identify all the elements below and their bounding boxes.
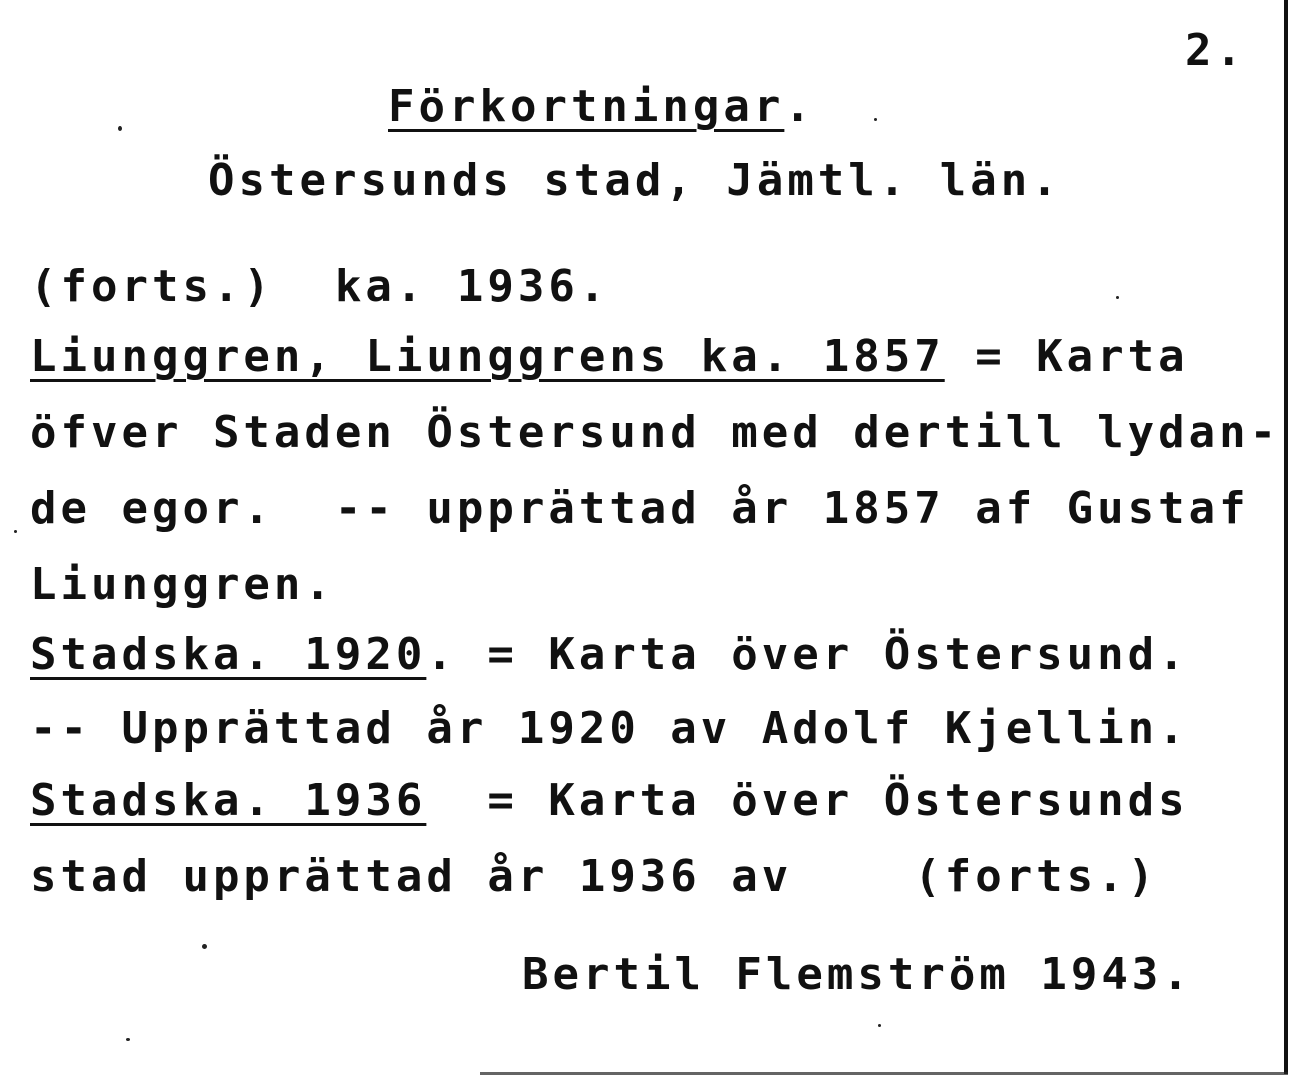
entry-definition: . = Karta över Östersund. <box>426 629 1189 680</box>
scan-speck <box>126 1038 130 1041</box>
entry-line: öfver Staden Östersund med dertill lydan- <box>30 407 1281 458</box>
heading-subtitle: Östersunds stad, Jämtl. län. <box>208 155 1062 206</box>
entry-line: Liunggren. <box>30 559 335 610</box>
card-right-edge <box>1284 0 1288 1074</box>
card-heading <box>388 82 815 132</box>
scan-speck <box>14 530 17 533</box>
entry-liunggren <box>30 332 1189 382</box>
entry-term: Stadska. 1936 <box>30 775 427 826</box>
entry-line: stad upprättad år 1936 av (forts.) <box>30 851 1159 902</box>
scan-speck <box>118 126 122 131</box>
entry-term: Liunggren, Liunggrens ka. 1857 <box>30 331 945 382</box>
card-bottom-edge <box>480 1072 1288 1075</box>
entry-stadska-1920 <box>30 630 1189 680</box>
entry-stadska-1936 <box>30 776 1189 826</box>
scan-speck <box>874 118 877 121</box>
scan-speck <box>878 1024 881 1027</box>
entry-term: Stadska. 1920 <box>30 629 427 680</box>
continuation-line: (forts.) ka. 1936. <box>30 261 610 312</box>
signature: Bertil Flemström 1943. <box>522 949 1193 1000</box>
entry-line: -- Upprättad år 1920 av Adolf Kjellin. <box>30 703 1189 754</box>
heading-title: Förkortningar <box>388 81 785 132</box>
scan-speck <box>1116 296 1119 299</box>
entry-definition: = Karta <box>944 331 1189 382</box>
scan-speck <box>202 944 207 949</box>
page-number: 2. <box>1185 25 1246 76</box>
entry-line: de egor. -- upprättad år 1857 af Gustaf <box>30 483 1250 534</box>
heading-title-dot: . <box>784 81 815 132</box>
entry-definition: = Karta över Östersunds <box>426 775 1189 826</box>
